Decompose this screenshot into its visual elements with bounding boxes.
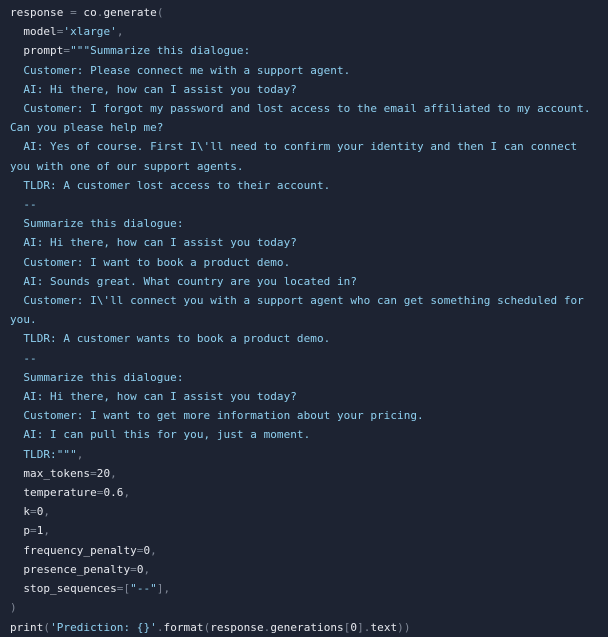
code-token: response	[210, 620, 264, 634]
code-line	[10, 214, 598, 233]
code-token: AI: Sounds great. What country are you located in?	[10, 274, 357, 288]
code-token: Customer: I\'ll connect you with a support agent who can get something scheduled for you.	[10, 294, 591, 327]
code-line	[10, 22, 598, 41]
code-token: Customer: I forgot my password and lost access to the email affiliated to my account. Can you please help me?	[10, 102, 598, 135]
code-token: 'Prediction: {}'	[50, 620, 157, 634]
code-line	[10, 464, 598, 483]
code-token: =	[136, 543, 144, 557]
code-token: --	[10, 198, 37, 212]
code-token: generations	[270, 620, 344, 634]
code-token: co	[76, 6, 97, 19]
code-token: prompt	[10, 44, 64, 58]
code-line	[10, 579, 598, 598]
code-line	[10, 3, 598, 22]
code-token: [	[123, 582, 131, 596]
code-token: TLDR:"""	[10, 447, 77, 461]
code-token: text	[370, 620, 398, 634]
code-token: ,	[110, 466, 117, 480]
code-token: [	[343, 620, 351, 634]
code-token: 1	[36, 524, 44, 538]
code-token: =	[30, 524, 37, 538]
code-line	[10, 598, 598, 617]
code-line	[10, 618, 598, 637]
code-token: (	[43, 620, 51, 634]
code-line	[10, 61, 598, 80]
code-token: 0.6	[103, 486, 124, 500]
code-token: Customer: Please connect me with a support agent.	[10, 63, 351, 77]
code-line	[10, 329, 598, 348]
code-token: =	[90, 466, 97, 480]
code-token: ))	[397, 620, 411, 634]
code-token: =	[30, 505, 37, 519]
code-line	[10, 560, 598, 579]
code-line	[10, 349, 598, 368]
code-token: frequency_penalty	[10, 543, 137, 557]
code-line	[10, 541, 598, 560]
code-token: max_tokens	[10, 466, 91, 480]
code-token: =	[56, 25, 64, 39]
code-token: .	[156, 620, 164, 634]
code-token: 'xlarge'	[63, 25, 117, 39]
code-token: 0	[350, 620, 358, 634]
code-line	[10, 80, 598, 99]
code-token: ,	[123, 486, 131, 500]
code-token: AI: I can pull this for you, just a moment.	[10, 428, 311, 442]
code-token: .	[263, 620, 271, 634]
code-line	[10, 445, 598, 464]
code-line	[10, 176, 598, 195]
code-line	[10, 195, 598, 214]
code-token: ,	[116, 25, 124, 39]
code-line	[10, 41, 598, 60]
code-token: TLDR: A customer wants to book a product demo.	[10, 332, 331, 346]
code-token: Customer: I want to get more information about your pricing.	[10, 409, 424, 423]
code-token: 0	[36, 505, 44, 519]
code-token: stop_sequences	[10, 582, 117, 596]
code-token: response	[10, 6, 71, 19]
code-token: 20	[96, 466, 111, 480]
code-token: AI: Hi there, how can I assist you today?	[10, 390, 297, 404]
code-line	[10, 253, 598, 272]
code-line	[10, 137, 598, 175]
code-token: k	[10, 505, 31, 519]
code-token: ,	[150, 543, 157, 557]
code-token: =	[96, 486, 104, 500]
code-token: .	[96, 6, 104, 19]
code-line	[10, 99, 598, 137]
code-token: "--"	[130, 582, 157, 596]
code-token: )	[10, 601, 17, 615]
code-token: Summarize this dialogue:	[10, 370, 184, 384]
code-token: ,	[143, 562, 151, 576]
code-line	[10, 502, 598, 521]
code-line	[10, 425, 598, 444]
code-token: p	[10, 524, 31, 538]
code-token: AI: Hi there, how can I assist you today?	[10, 82, 297, 96]
code-token: =	[70, 6, 77, 19]
code-token: ,	[76, 447, 84, 461]
code-line	[10, 521, 598, 540]
code-line	[10, 368, 598, 387]
code-token: format	[163, 620, 204, 634]
code-token: =	[116, 582, 124, 596]
code-token: presence_penalty	[10, 562, 131, 576]
code-token: --	[10, 351, 37, 365]
code-line	[10, 233, 598, 252]
code-token: Summarize this dialogue:	[10, 217, 184, 231]
code-token: """Summarize this dialogue:	[70, 44, 251, 58]
code-token: ,	[43, 505, 51, 519]
code-token: temperature	[10, 486, 97, 500]
code-line	[10, 483, 598, 502]
code-token: Customer: I want to book a product demo.	[10, 255, 291, 269]
code-token: model	[10, 25, 57, 39]
code-token: AI: Yes of course. First I\'ll need to confirm your identity and then I can connect you with one of our support agents.	[10, 140, 584, 173]
code-token: (	[203, 620, 211, 634]
code-token: =	[130, 562, 137, 576]
code-token: =	[63, 44, 71, 58]
code-token: AI: Hi there, how can I assist you today?	[10, 236, 297, 250]
code-token: ],	[156, 582, 171, 596]
code-line	[10, 291, 598, 329]
code-token: ,	[43, 524, 51, 538]
code-token: ].	[357, 620, 371, 634]
code-token: (	[156, 6, 164, 19]
code-token: generate	[103, 6, 157, 19]
code-token: 0	[143, 543, 151, 557]
code-line	[10, 387, 598, 406]
code-line	[10, 272, 598, 291]
code-token: print	[10, 620, 44, 634]
code-line	[10, 406, 598, 425]
code-token: 0	[136, 562, 144, 576]
code-token: TLDR: A customer lost access to their account.	[10, 178, 331, 192]
